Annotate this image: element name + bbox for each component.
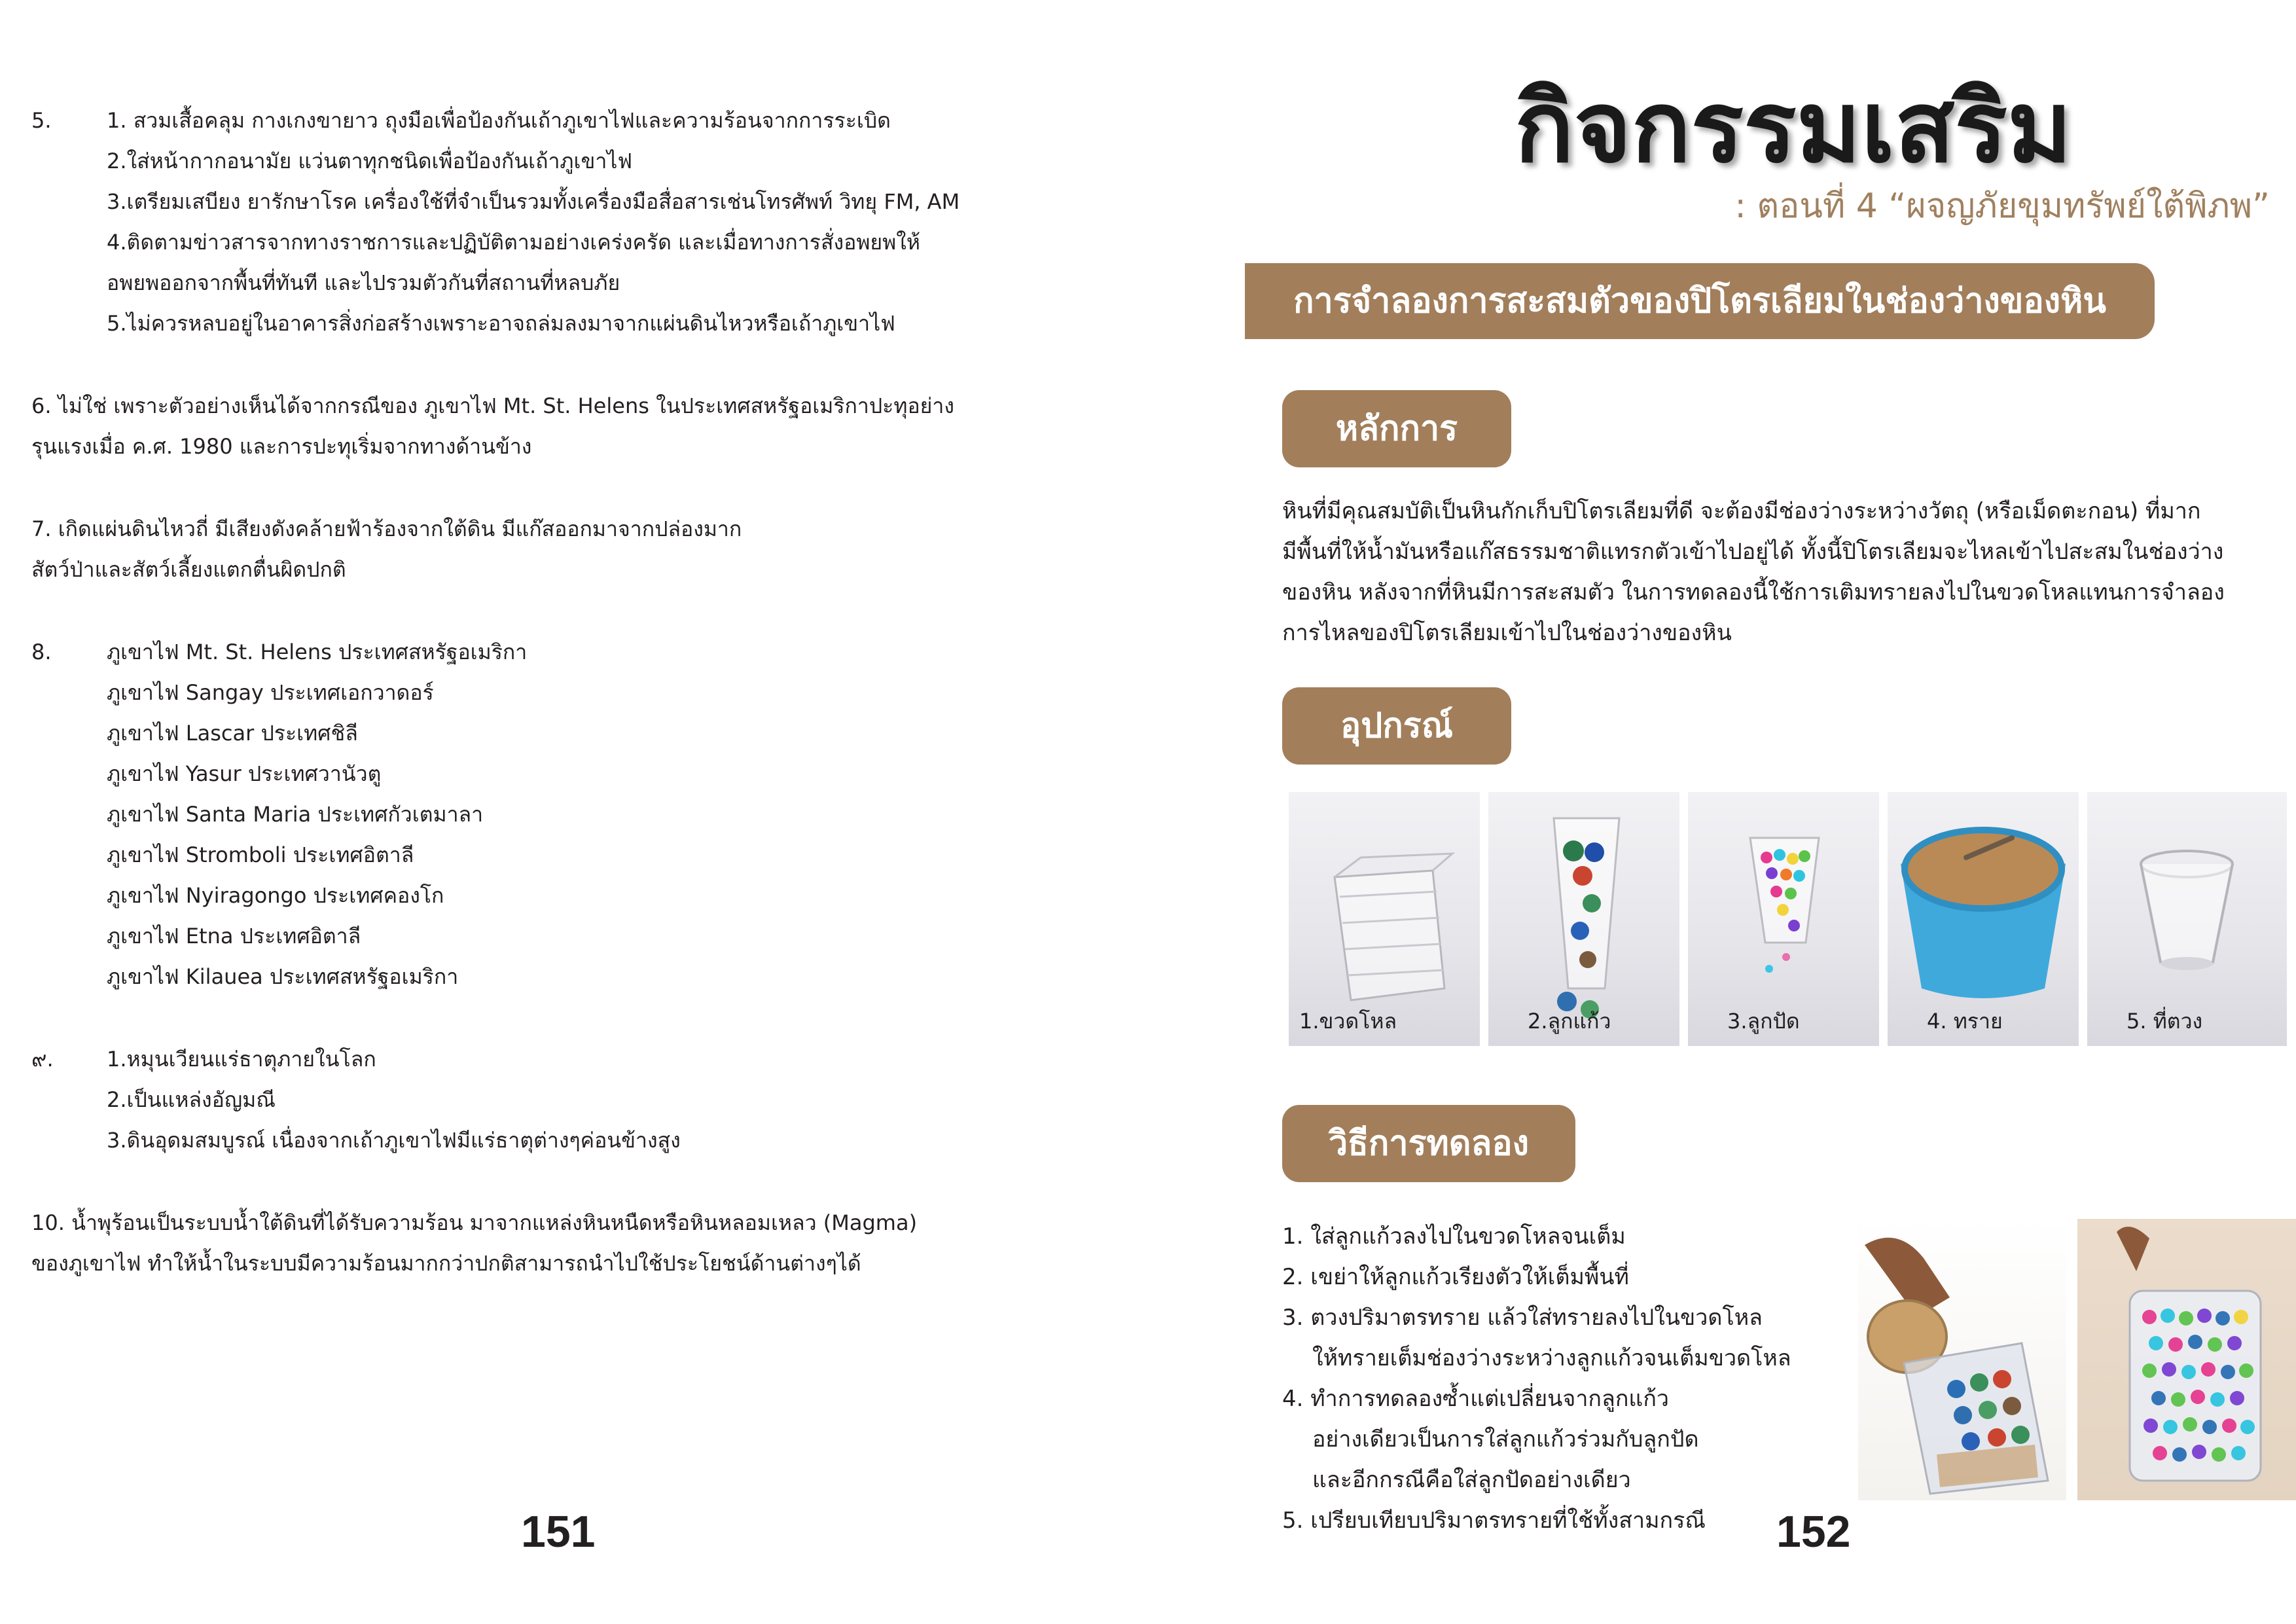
- volcano-list-item: ภูเขาไฟ Lascar ประเทศชิลี: [107, 721, 358, 746]
- equipment-item-marbles: [1488, 792, 1679, 1046]
- right-page: [1148, 0, 2296, 1624]
- equipment-label: 1.ขวดโหล: [1299, 1009, 1397, 1034]
- equipment-heading: อุปกรณ์: [1282, 687, 1511, 765]
- equipment-photo-row: [1289, 792, 2287, 1046]
- procedure-step: [1282, 1297, 1871, 1379]
- answer-10-line-2: ของภูเขาไฟ ทำให้น้ำในระบบมีความร้อนมากกว่าปกติสามารถนำไปใช้ประโยชน์ด้านต่างๆได้: [31, 1251, 861, 1276]
- equipment-item-measuring-cup: [2087, 792, 2287, 1046]
- answer-10-line-1: 10. น้ำพุร้อนเป็นระบบน้ำใต้ดินที่ได้รับความร้อน มาจากแหล่งหินหนืดหรือหินหลอมเหลว (Magma): [31, 1210, 918, 1235]
- answer-9-line-1: 1.หมุนเวียนแร่ธาตุภายในโลก: [107, 1047, 376, 1072]
- answer-5-line-1: 1. สวมเสื้อคลุม กางเกงขายาว ถุงมือเพื่อป้องกันเถ้าภูเขาไฟและความร้อนจากการระเบิด: [107, 108, 891, 133]
- step-line: ให้ทรายเต็มช่องว่างระหว่างลูกแก้วจนเต็มขวดโหล: [1312, 1345, 1791, 1371]
- activity-title: กิจกรรมเสริม: [1515, 71, 2072, 185]
- answer-6-line-1: 6. ไม่ใช่ เพราะตัวอย่างเห็นได้จากกรณีของ ภูเขาไฟ Mt. St. Helens ในประเทศสหรัฐอเมริกาปะทุอย่าง: [31, 393, 954, 418]
- principle-paragraph: [1282, 491, 2277, 653]
- procedure-steps: [1282, 1216, 1871, 1541]
- volcano-list-item: ภูเขาไฟ Stromboli ประเทศอิตาลี: [107, 842, 414, 867]
- equipment-label: 5. ที่ตวง: [2126, 1009, 2203, 1034]
- principle-line: หินที่มีคุณสมบัติเป็นหินกักเก็บปิโตรเลียมที่ดี จะต้องมีช่องว่างระหว่างวัตถุ (หรือเม็ดตะกอน) ที่มาก: [1282, 498, 2201, 524]
- volcano-list-item: ภูเขาไฟ Sangay ประเทศเอกวาดอร์: [107, 680, 434, 705]
- photo-pouring-sand: [1858, 1219, 2066, 1500]
- procedure-step: [1282, 1216, 1871, 1257]
- photo-filled-beads-jar: [2077, 1219, 2296, 1500]
- answer-5-line-4: 4.ติดตามข่าวสารจากทางราชการและปฏิบัติตามอย่างเคร่งครัด และเมื่อทางการสั่งอพยพให้: [107, 230, 920, 255]
- answer-number-9: ๙.: [31, 1047, 54, 1072]
- step-line: 5. เปรียบเทียบปริมาตรทรายที่ใช้ทั้งสามกรณี: [1282, 1507, 1706, 1534]
- volcano-list-item: ภูเขาไฟ Kilauea ประเทศสหรัฐอเมริกา: [107, 964, 459, 989]
- procedure-heading: วิธีการทดลอง: [1282, 1105, 1575, 1182]
- step-line: 1. ใส่ลูกแก้วลงไปในขวดโหลจนเต็ม: [1282, 1223, 1626, 1250]
- equipment-item-sand: [1888, 792, 2079, 1046]
- principle-line: ของหิน หลังจากที่หินมีการสะสมตัว ในการทดลองนี้ใช้การเติมทรายลงไปในขวดโหลแทนการจำลอง: [1282, 579, 2225, 605]
- answer-5-line-6: 5.ไม่ควรหลบอยู่ในอาคารสิ่งก่อสร้างเพราะอาจถล่มลงมาจากแผ่นดินไหวหรือเถ้าภูเขาไฟ: [107, 311, 895, 336]
- volcano-list-item: ภูเขาไฟ Mt. St. Helens ประเทศสหรัฐอเมริกา: [107, 640, 528, 664]
- answer-9-line-2: 2.เป็นแหล่งอัญมณี: [107, 1087, 276, 1112]
- answer-7-line-2: สัตว์ป่าและสัตว์เลี้ยงแตกตื่นผิดปกติ: [31, 557, 346, 582]
- step-line: 4. ทำการทดลองซ้ำแต่เปลี่ยนจากลูกแก้ว: [1282, 1386, 1670, 1412]
- volcano-list-item: ภูเขาไฟ Santa Maria ประเทศกัวเตมาลา: [107, 802, 484, 827]
- step-line: 2. เขย่าให้ลูกแก้วเรียงตัวให้เต็มพื้นที่: [1282, 1264, 1629, 1290]
- principle-line: มีพื้นที่ให้น้ำมันหรือแก๊สธรรมชาติแทรกตัวเข้าไปอยู่ได้ ทั้งนี้ปิโตรเลียมจะไหลเข้าไปสะสมในช่องว่าง: [1282, 539, 2224, 565]
- answer-5-line-3: 3.เตรียมเสบียง ยารักษาโรค เครื่องใช้ที่จำเป็นรวมทั้งเครื่องมือสื่อสารเช่นโทรศัพท์ วิทยุ FM, AM: [107, 189, 960, 214]
- procedure-step: [1282, 1257, 1871, 1297]
- equipment-label: 3.ลูกปัด: [1727, 1009, 1800, 1034]
- page-number-right: 152: [1776, 1507, 1851, 1557]
- answer-6-line-2: รุนแรงเมื่อ ค.ศ. 1980 และการปะทุเริ่มจากทางด้านข้าง: [31, 434, 532, 459]
- experiment-banner: การจำลองการสะสมตัวของปิโตรเลียมในช่องว่างของหิน: [1245, 263, 2155, 339]
- equipment-label: 2.ลูกแก้ว: [1528, 1009, 1611, 1034]
- answer-9-line-3: 3.ดินอุดมสมบูรณ์ เนื่องจากเถ้าภูเขาไฟมีแร่ธาตุต่างๆค่อนข้างสูง: [107, 1128, 681, 1153]
- step-line: 3. ตวงปริมาตรทราย แล้วใส่ทรายลงไปในขวดโหล: [1282, 1305, 1763, 1331]
- equipment-item-jar: [1289, 792, 1480, 1046]
- volcano-list-item: ภูเขาไฟ Etna ประเทศอิตาลี: [107, 924, 361, 948]
- principle-heading: หลักการ: [1282, 390, 1511, 467]
- answer-number-8: 8.: [31, 640, 52, 664]
- volcano-list-item: ภูเขาไฟ Nyiragongo ประเทศคองโก: [107, 883, 444, 908]
- procedure-step: [1282, 1379, 1871, 1500]
- step-line: และอีกกรณีคือใส่ลูกปัดอย่างเดียว: [1312, 1467, 1631, 1493]
- answer-7-line-1: 7. เกิดแผ่นดินไหวถี่ มีเสียงดังคล้ายฟ้าร้องจากใต้ดิน มีแก๊สออกมาจากปล่องมาก: [31, 516, 742, 541]
- equipment-item-beads: [1688, 792, 1879, 1046]
- answer-5-line-5: อพยพออกจากพื้นที่ทันที และไปรวมตัวกันที่สถานที่หลบภัย: [107, 270, 620, 295]
- equipment-label: 4. ทราย: [1927, 1009, 2003, 1034]
- answer-number-5: 5.: [31, 108, 52, 133]
- episode-subtitle: : ตอนที่ 4 “ผจญภัยขุมทรัพย์ใต้พิภพ”: [1734, 187, 2270, 226]
- step-line: อย่างเดียวเป็นการใส่ลูกแก้วร่วมกับลูกปัด: [1312, 1426, 1699, 1453]
- beads-jar-photo-icon: [2077, 1219, 2296, 1500]
- answer-5-line-2: 2.ใส่หน้ากากอนามัย แว่นตาทุกชนิดเพื่อป้องกันเถ้าภูเขาไฟ: [107, 149, 633, 173]
- pouring-sand-photo-icon: [1858, 1219, 2066, 1500]
- page-number-left: 151: [521, 1507, 596, 1557]
- volcano-list-item: ภูเขาไฟ Yasur ประเทศวานัวตู: [107, 761, 382, 786]
- principle-line: การไหลของปิโตรเลียมเข้าไปในช่องว่างของหิน: [1282, 620, 1732, 646]
